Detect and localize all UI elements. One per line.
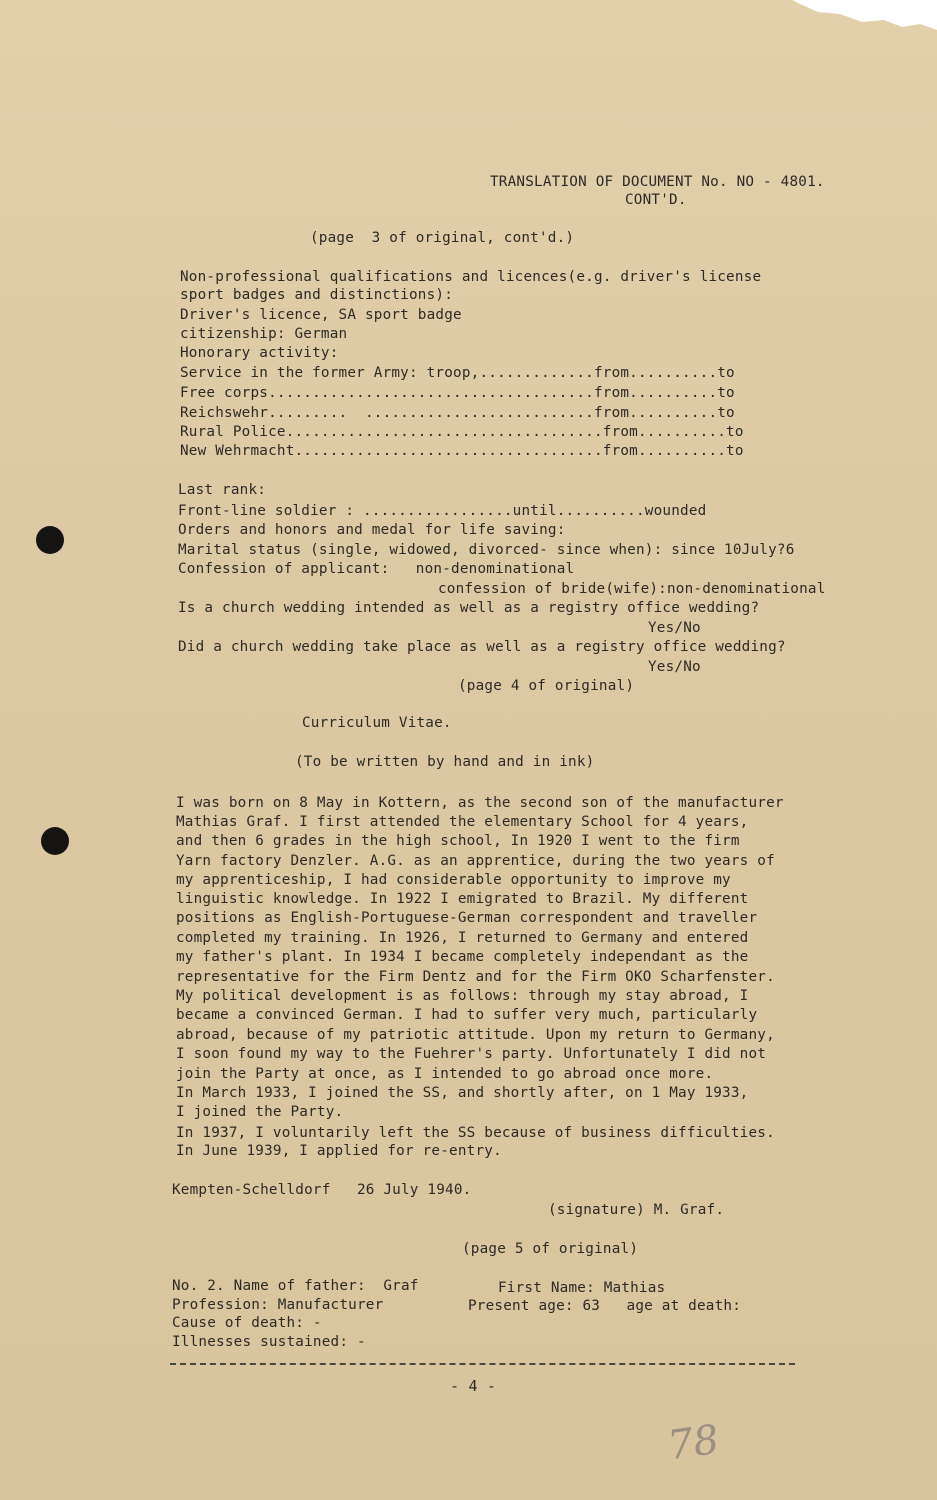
page5-note: (page 5 of original) [462, 1241, 639, 1257]
yes-no-2: Yes/No [648, 659, 701, 675]
qualifications-line: citizenship: German [180, 326, 348, 342]
doc-title: TRANSLATION OF DOCUMENT No. NO - 4801. [490, 174, 825, 190]
father-first-name: First Name: Mathias [498, 1280, 666, 1296]
service-line: Rural Police....................................from..........to [180, 424, 744, 440]
punch-hole-bottom [41, 827, 69, 855]
cv-line: my apprenticeship, I had considerable opportunity to improve my [176, 872, 731, 888]
cv-line: and then 6 grades in the high school, In 1920 I went to the firm [176, 833, 740, 849]
handwritten-page-number: 78 [665, 1416, 722, 1470]
qualifications-line: Honorary activity: [180, 345, 339, 361]
father-name: No. 2. Name of father: Graf [172, 1278, 419, 1294]
qualifications-line: sport badges and distinctions): [180, 287, 454, 303]
cv-line: abroad, because of my patriotic attitude. Upon my return to Germany, [176, 1027, 775, 1043]
doc-contd: CONT'D. [625, 192, 687, 208]
page-number: - 4 - [450, 1377, 497, 1395]
cv-note: (To be written by hand and in ink) [295, 754, 595, 770]
cv-title: Curriculum Vitae. [302, 715, 452, 731]
cv-line: I joined the Party. [176, 1104, 344, 1120]
page4-note: (page 4 of original) [458, 678, 635, 694]
father-illnesses: Illnesses sustained: - [172, 1334, 366, 1350]
father-present-age: Present age: 63 age at death: [468, 1298, 742, 1314]
church-intended-line: Is a church wedding intended as well as a registry office wedding? [178, 600, 760, 616]
service-line: Free corps.....................................from..........to [180, 385, 735, 401]
military-line: Last rank: [178, 482, 267, 498]
service-line: New Wehrmacht...................................from..........to [180, 443, 744, 459]
military-line: Front-line soldier : .................until..........wounded [178, 503, 707, 519]
cv-line: I soon found my way to the Fuehrer's party. Unfortunately I did not [176, 1046, 767, 1062]
cv-line: representative for the Firm Dentz and for the Firm OKO Scharfenster. [176, 969, 775, 985]
torn-corner [792, 0, 937, 30]
qualifications-line: Non-professional qualifications and licences(e.g. driver's license [180, 269, 762, 285]
father-profession: Profession: Manufacturer [172, 1297, 384, 1313]
bride-confession-line: confession of bride(wife):non-denominational [438, 581, 826, 597]
cv-line: my father's plant. In 1934 I became completely independant as the [176, 949, 749, 965]
dashed-divider [170, 1363, 795, 1365]
page3-note: (page 3 of original, cont'd.) [310, 230, 575, 246]
cv-line: In 1937, I voluntarily left the SS because of business difficulties. [176, 1125, 775, 1141]
cv-line: In March 1933, I joined the SS, and shortly after, on 1 May 1933, [176, 1085, 749, 1101]
father-cause-of-death: Cause of death: - [172, 1315, 322, 1331]
church-took-place-line: Did a church wedding take place as well as a registry office wedding? [178, 639, 786, 655]
cv-line: Yarn factory Denzler. A.G. as an apprentice, during the two years of [176, 853, 775, 869]
cv-line: completed my training. In 1926, I returned to Germany and entered [176, 930, 749, 946]
applicant-confession-line: Confession of applicant: non-denominational [178, 561, 575, 577]
cv-line: My political development is as follows: through my stay abroad, I [176, 988, 749, 1004]
cv-line: I was born on 8 May in Kottern, as the second son of the manufacturer [176, 795, 784, 811]
place-date: Kempten-Schelldorf 26 July 1940. [172, 1182, 472, 1198]
cv-line: positions as English-Portuguese-German correspondent and traveller [176, 910, 758, 926]
qualifications-line: Driver's licence, SA sport badge [180, 307, 462, 323]
yes-no-1: Yes/No [648, 620, 701, 636]
cv-line: Mathias Graf. I first attended the elementary School for 4 years, [176, 814, 749, 830]
cv-line: In June 1939, I applied for re-entry. [176, 1143, 502, 1159]
service-line: Reichswehr......... ..........................from..........to [180, 405, 735, 421]
cv-line: linguistic knowledge. In 1922 I emigrated to Brazil. My different [176, 891, 749, 907]
service-line: Service in the former Army: troop,.............from..........to [180, 365, 735, 381]
punch-hole-top [36, 526, 64, 554]
cv-line: join the Party at once, as I intended to go abroad once more. [176, 1066, 714, 1082]
marital-status-line: Marital status (single, widowed, divorced- since when): since 10July?6 [178, 542, 795, 558]
military-line: Orders and honors and medal for life saving: [178, 522, 566, 538]
cv-line: became a convinced German. I had to suffer very much, particularly [176, 1007, 758, 1023]
signature-line: (signature) M. Graf. [548, 1202, 725, 1218]
